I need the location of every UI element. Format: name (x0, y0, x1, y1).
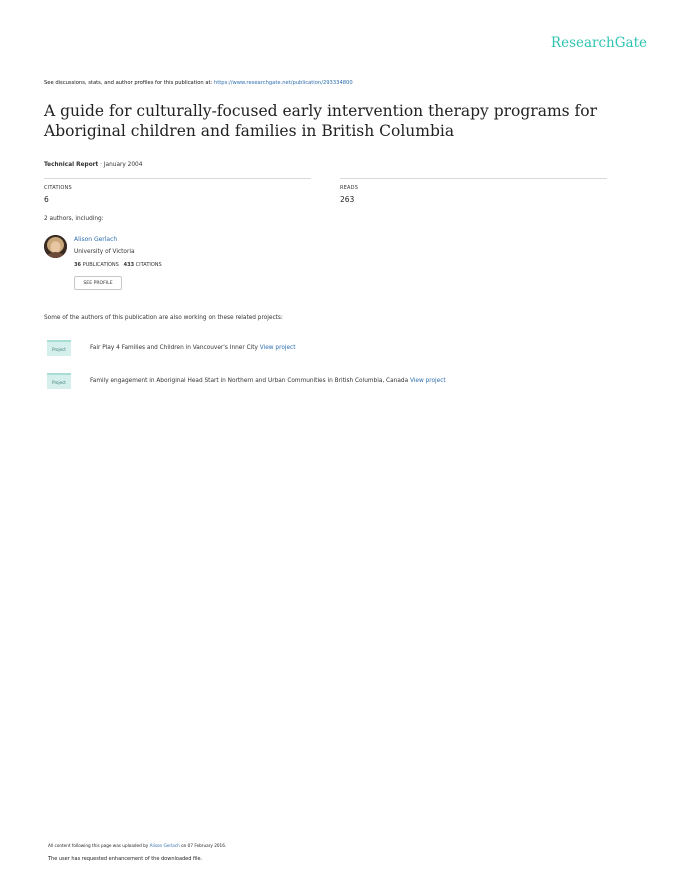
publication-meta (44, 162, 142, 168)
discussion-line (44, 80, 353, 86)
citations-value: 6 (44, 195, 49, 204)
project-title: Family engagement in Aboriginal Head Start in Northern and Urban Communities in British Columbia, Canada (90, 378, 409, 384)
author-publications-count: 36 (74, 262, 81, 268)
author-stats (74, 262, 162, 268)
researchgate-logo[interactable]: ResearchGate (550, 35, 647, 51)
publication-url-link[interactable]: https://www.researchgate.net/publication/293334800 (213, 80, 353, 86)
citations-divider (44, 178, 311, 179)
author-citations-count: 433 (123, 262, 135, 268)
project-icon: Project (47, 373, 71, 389)
upload-note (48, 843, 226, 848)
view-project-link[interactable]: View project (259, 345, 296, 351)
publication-type: Technical Report (44, 162, 99, 168)
publication-date: January 2004 (103, 162, 143, 168)
meta-separator: · (100, 162, 102, 168)
uploader-link[interactable]: Alison Gerlach (149, 843, 180, 848)
project-icon: Project (47, 340, 71, 356)
projects-heading: Some of the authors of this publication are also working on these related projects: (44, 315, 283, 321)
discussion-text: See discussions, stats, and author profiles for this publication at: (44, 80, 213, 86)
view-project-link[interactable]: View project (409, 378, 446, 384)
upload-note-prefix: All content following this page was uploaded by (48, 843, 149, 848)
project-item (90, 378, 446, 384)
citations-label: CITATIONS (44, 185, 72, 191)
project-item (90, 345, 296, 351)
see-profile-button[interactable]: SEE PROFILE (74, 276, 122, 290)
reads-label: READS (340, 185, 359, 191)
project-title: Fair Play 4 Families and Children in Vancouver's Inner City (90, 345, 258, 351)
author-publications-label: PUBLICATIONS (82, 262, 119, 268)
author-citations-label: CITATIONS (135, 262, 162, 268)
reads-divider (340, 178, 607, 179)
authors-heading: 2 authors, including: (44, 216, 104, 222)
author-photo (44, 235, 67, 258)
publication-title: A guide for culturally-focused early intervention therapy programs for Aboriginal children and families in British Columbia (44, 102, 597, 140)
enhancement-note: The user has requested enhancement of the downloaded file. (48, 856, 203, 862)
author-name-link[interactable]: Alison Gerlach (74, 236, 118, 243)
author-institution: University of Victoria (74, 249, 135, 255)
author-avatar[interactable] (44, 235, 67, 258)
upload-note-suffix: on 07 February 2016. (181, 843, 227, 848)
reads-value: 263 (340, 195, 355, 204)
